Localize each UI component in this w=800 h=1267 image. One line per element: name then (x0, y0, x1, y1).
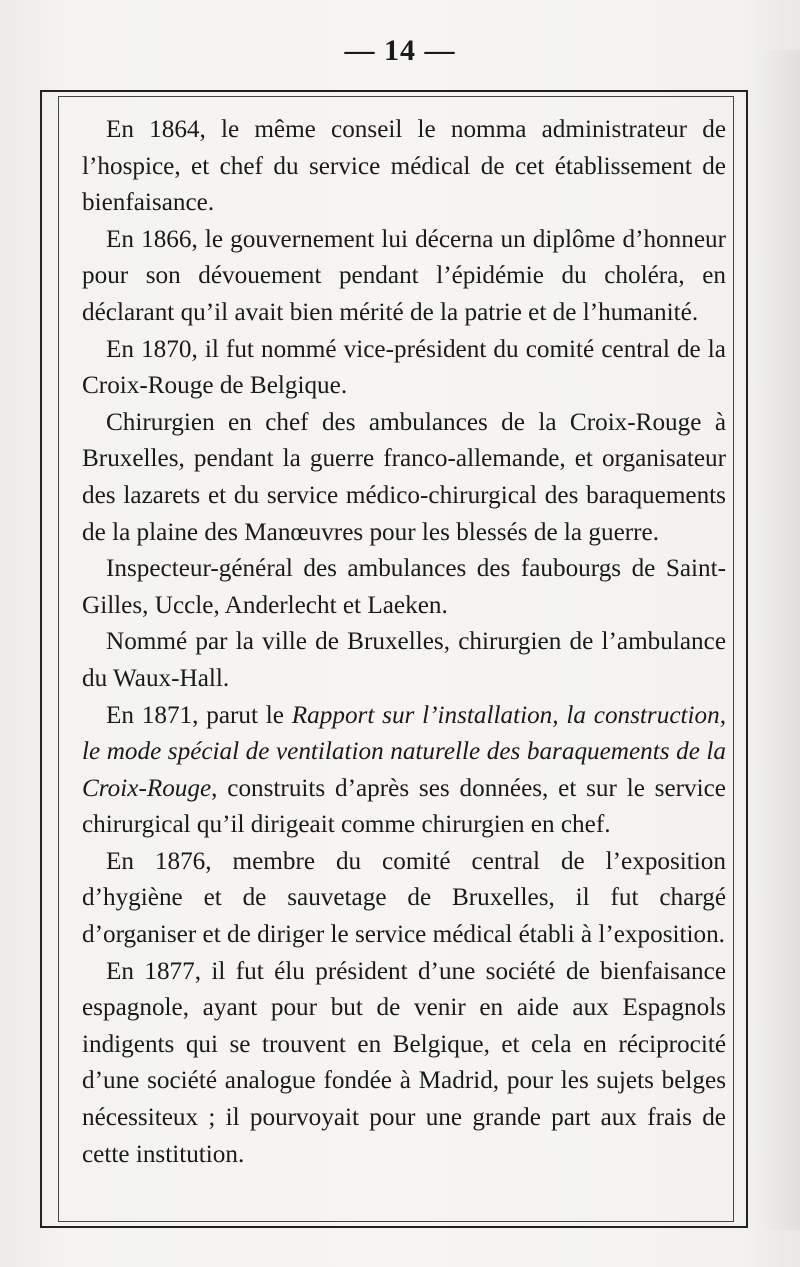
paragraph (82, 551, 726, 624)
paragraph (82, 698, 726, 844)
paragraph-text: En 1864, le même conseil le nomma administrateur de l’hospice, et chef du service médical de cet établissement de bienfaisance. (82, 116, 726, 217)
paragraph-text: En 1871, parut le (106, 701, 292, 729)
paragraph (82, 112, 726, 222)
paragraph (82, 624, 726, 697)
paragraph-text: En 1866, le gouvernement lui décerna un diplôme d’honneur pour son dévouement pendant l’épidémie du choléra, en déclarant qu’il avait bien mérité de la patrie et de l’humanité. (82, 225, 726, 326)
paragraph-text: , construits d’après ses données, et sur le service chirurgical qu’il dirigeait comme chirurgien en chef. (82, 774, 726, 839)
paragraph-text: En 1870, il fut nommé vice-président du comité central de la Croix-Rouge de Belgique. (82, 335, 726, 400)
paragraph-text: Inspecteur-général des ambulances des faubourgs de Saint-Gilles, Uccle, Anderlecht et Laeken. (82, 555, 726, 619)
page-edge-shadow (760, 50, 800, 1230)
page-number: — 14 — (344, 34, 456, 67)
body-text (82, 112, 726, 1173)
paragraph-text: En 1876, membre du comité central de l’exposition d’hygiène et de sauvetage de Bruxelles, il fut chargé d’organiser et de diriger le service médical établi à l’exposition. (82, 847, 726, 949)
paragraph (82, 222, 726, 332)
paragraph-text: Chirurgien en chef des ambulances de la Croix-Rouge à Bruxelles, pendant la guerre franco-allemande, et organisateur des lazarets et du service médico-chirurgical des baraquements de la plaine des Manœuvres pour les blessés de la guerre. (82, 408, 726, 546)
italic-title-text: Rapport sur l’installation, la construction, le mode spécial de ventilation naturelle des baraquements de la Croix-Rouge (82, 701, 726, 802)
paragraph (82, 954, 726, 1174)
paragraph-text: Nommé par la ville de Bruxelles, chirurgien de l’ambulance du Waux-Hall. (82, 628, 726, 692)
paragraph (82, 844, 726, 954)
paragraph (82, 332, 726, 405)
paragraph-text: En 1877, il fut élu président d’une société de bienfaisance espagnole, ayant pour but de venir en aide aux Espagnols indigents qui se trouvent en Belgique, et cela en réciprocité d’une société analogue fondée à Madrid, pour les sujets belges nécessiteux ; il pourvoyait pour une grande part aux frais de cette institution. (82, 957, 726, 1168)
paragraph (82, 405, 726, 551)
